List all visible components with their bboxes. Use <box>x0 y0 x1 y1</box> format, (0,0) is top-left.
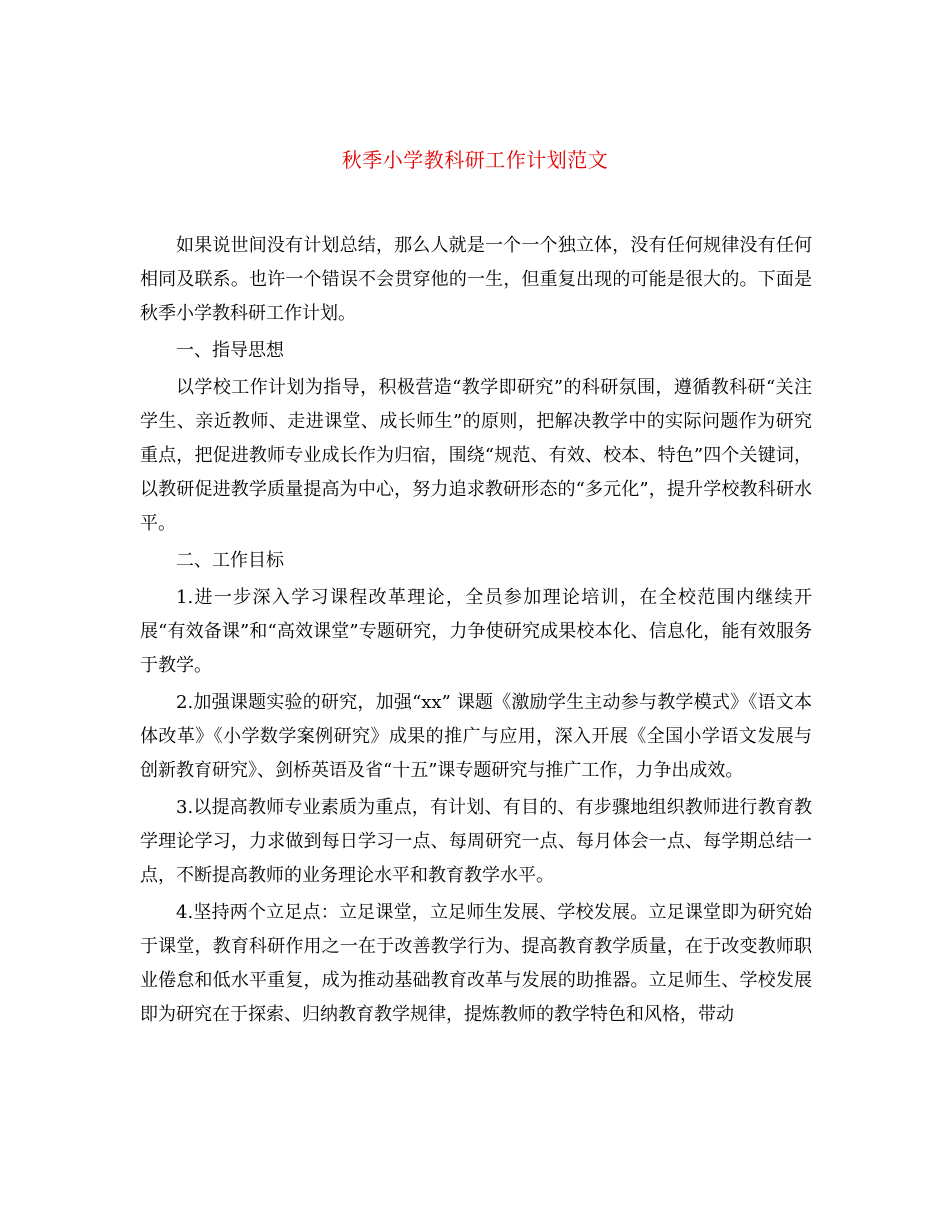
guiding-ideology-paragraph: 以学校工作计划为指导，积极营造“教学即研究”的科研氛围，遵循教科研“关注学生、亲近教师、走进课堂、成长师生”的原则，把解决教学中的实际问题作为研究重点，把促进教师专业成长作为归宿，围绕“规范、有效、校本、特色”四个关键词，以教研促进教学质量提高为中心，努力追求教研形态的“多元化”，提升学校教科研水平。 <box>140 377 812 534</box>
intro-paragraph: 如果说世间没有计划总结，那么人就是一个一个独立体，没有任何规律没有任何相同及联系。也许一个错误不会贯穿他的一生，但重复出现的可能是很大的。下面是秋季小学教科研工作计划。 <box>140 235 812 324</box>
section-heading-work-goals: 二、工作目标 <box>176 550 284 571</box>
document-title: 秋季小学教科研工作计划范文 <box>341 148 609 172</box>
goal-item-4: 4.坚持两个立足点：立足课堂，立足师生发展、学校发展。立足课堂即为研究始于课堂，教育科研作用之一在于改善教学行为、提高教育教学质量，在于改变教师职业倦怠和低水平重复，成为推动基础教育改革与发展的助推器。立足师生、学校发展即为研究在于探索、归纳教育教学规律，提炼教师的教学特色和风格，带动 <box>140 902 812 1025</box>
document-body <box>140 229 812 1035</box>
goal-item-3: 3.以提高教师专业素质为重点，有计划、有目的、有步骤地组织教师进行教育教学理论学习，力求做到每日学习一点、每周研究一点、每月体会一点、每学期总结一点，不断提高教师的业务理论水平和教育教学水平。 <box>140 797 812 886</box>
goal-item-1: 1.进一步深入学习课程改革理论，全员参加理论培训，在全校范围内继续开展“有效备课”和“高效课堂”专题研究，力争使研究成果校本化、信息化，能有效服务于教学。 <box>140 587 812 676</box>
section-heading-guiding-ideology: 一、指导思想 <box>176 340 284 361</box>
goal-item-2: 2.加强课题实验的研究，加强“xx” 课题《激励学生主动参与教学模式》《语文本体改革》《小学数学案例研究》成果的推广与应用，深入开展《全国小学语文发展与创新教育研究》、剑桥英语及省“十五”课专题研究与推广工作，力争出成效。 <box>140 692 812 781</box>
